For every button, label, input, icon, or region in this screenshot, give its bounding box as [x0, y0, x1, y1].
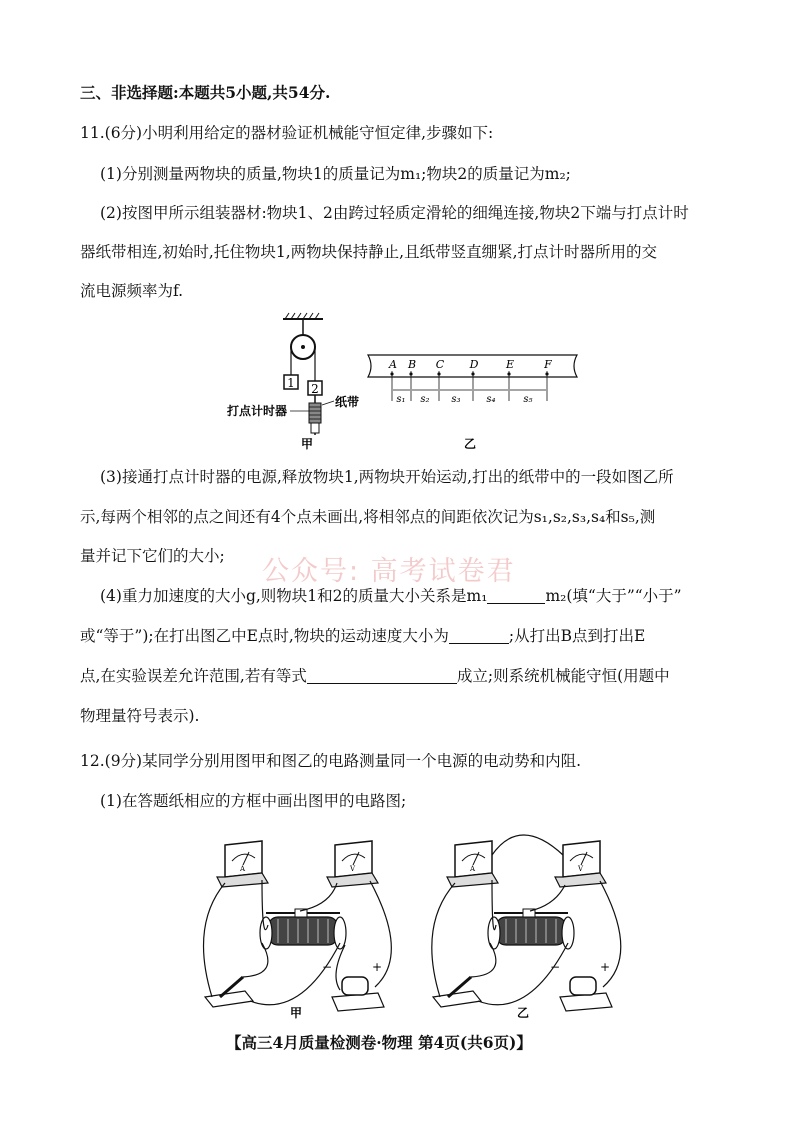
watermark: 公众号: 高考试卷君 — [262, 556, 516, 587]
q12-intro: 12.(9分)某同学分别用图甲和图乙的电路测量同一个电源的电动势和内阻. — [80, 752, 582, 770]
battery-minus-jia: − — [322, 960, 333, 974]
point-b: B — [407, 358, 417, 371]
q11-step4-line2 — [80, 625, 645, 647]
q11-intro: 11.(6分)小明利用给定的器材验证机械能守恒定律,步骤如下: — [80, 124, 494, 142]
segment-s4: s₄ — [486, 394, 496, 405]
q11-step4-line2-a: 或“等于”);在打出图乙中E点时,物块的运动速度大小为 — [80, 627, 449, 645]
q11-step4-line3 — [80, 665, 670, 687]
q11-step4-line4: 物理量符号表示). — [80, 707, 200, 725]
ammeter-a-label-yi: A — [470, 865, 476, 873]
timer-label: 打点计时器 — [227, 404, 288, 418]
segment-s2: s₂ — [420, 394, 430, 405]
point-f: F — [544, 358, 552, 371]
answer-blank-equation[interactable] — [307, 667, 457, 684]
caption-yi-q12: 乙 — [516, 1006, 530, 1020]
block-2-label: 2 — [311, 382, 319, 396]
point-c: C — [435, 358, 445, 371]
segment-s5: s₅ — [523, 394, 533, 405]
q11-step4-line2-b: ;从打出B点到打出E — [508, 627, 646, 645]
q12-circuit-figures — [0, 825, 800, 1025]
circuit-jia — [204, 841, 392, 1020]
segment-s3: s₃ — [451, 394, 461, 405]
ammeter-a-label-jia: A — [240, 865, 246, 873]
q11-step2-line1: (2)按图甲所示组装器材:物块1、2由跨过轻质定滑轮的细绳连接,物块2下端与打点计时 — [100, 204, 689, 222]
q11-step3-line1: (3)接通打点计时器的电源,释放物块1,两物块开始运动,打出的纸带中的一段如图乙所 — [100, 468, 674, 486]
q12-step1: (1)在答题纸相应的方框中画出图甲的电路图; — [100, 792, 407, 810]
caption-jia: 甲 — [300, 437, 314, 450]
page-footer: 【高三4月质量检测卷·物理 第4页(共6页)】 — [226, 1033, 532, 1052]
q11-step2-line3: 流电源频率为f. — [80, 282, 184, 300]
tape-label: 纸带 — [335, 395, 360, 409]
point-e: E — [505, 358, 515, 371]
circuit-yi — [432, 835, 621, 1020]
battery-minus-yi: − — [550, 960, 561, 974]
block-1-label: 1 — [287, 376, 295, 390]
q11-step4-line1-a: (4)重力加速度的大小g,则物块1和2的质量大小关系是m₁ — [100, 587, 488, 605]
point-a: A — [389, 358, 397, 371]
answer-blank-mass-relation[interactable] — [487, 587, 545, 604]
point-d: D — [469, 358, 479, 371]
battery-plus-jia: + — [372, 960, 383, 974]
caption-jia-q12: 甲 — [289, 1006, 303, 1020]
q11-step4-line3-a: 点,在实验误差允许范围,若有等式 — [80, 667, 307, 685]
q11-step1: (1)分别测量两物块的质量,物块1的质量记为m₁;物块2的质量记为m₂; — [100, 165, 571, 183]
q11-step4-line1-b: m₂(填“大于”“小于” — [545, 587, 682, 605]
q11-step3-line2: 示,每两个相邻的点之间还有4个点未画出,将相邻点的间距依次记为s₁,s₂,s₃,s₄和s₅,测 — [80, 508, 656, 526]
caption-yi: 乙 — [463, 437, 477, 450]
voltmeter-v-label-jia: V — [350, 865, 356, 873]
voltmeter-v-label-yi: V — [578, 865, 584, 873]
segment-s1: s₁ — [396, 394, 406, 405]
q11-figure — [0, 305, 800, 450]
q11-step2-line2: 器纸带相连,初始时,托住物块1,两物块保持静止,且纸带竖直绷紧,打点计时器所用的交 — [80, 243, 657, 261]
q11-step3-line3: 量并记下它们的大小; — [80, 547, 225, 565]
q11-step4-line3-b: 成立;则系统机械能守恒(用题中 — [456, 667, 670, 685]
q11-step4-line1 — [100, 585, 682, 607]
battery-plus-yi: + — [600, 960, 611, 974]
section-header: 三、非选择题:本题共5小题,共54分. — [80, 83, 331, 102]
timer — [309, 403, 321, 423]
answer-blank-velocity[interactable] — [449, 627, 509, 644]
